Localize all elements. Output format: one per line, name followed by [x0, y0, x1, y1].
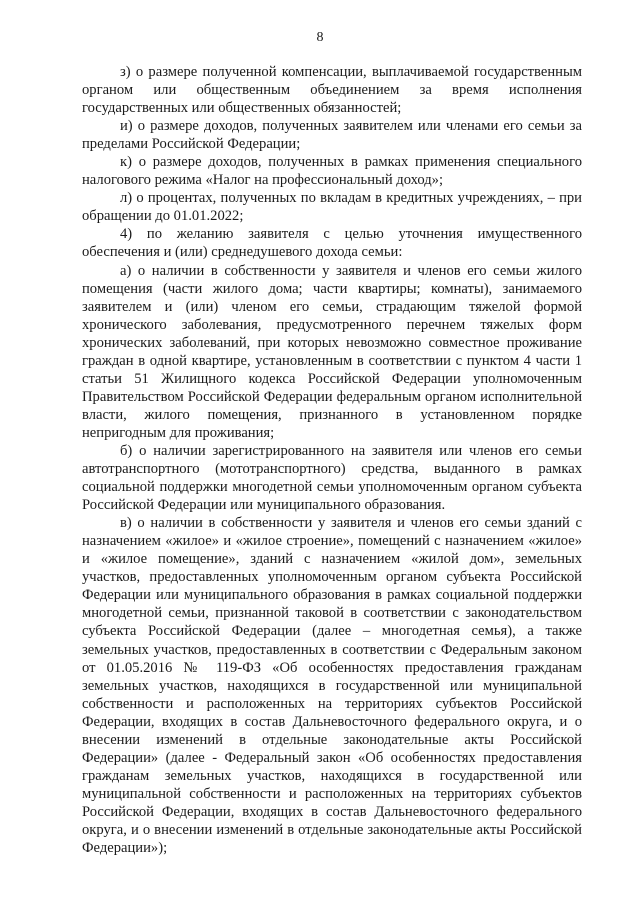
paragraph-item-4: 4) по желанию заявителя с целью уточнения имущественного обеспечения и (или) среднедушевого дохода семьи: — [82, 226, 582, 261]
document-body — [82, 63, 582, 857]
paragraph-v: в) о наличии в собственности у заявителя и членов его семьи зданий с назначением «жилое» и «жилое строение», помещений с назначением «жилое» и «жилое помещение», зданий с назначением «жилой дом», земельных участков, предоставленных уполномоченным органом субъекта Российской Федерации или муниципального образования в рамках социальной поддержки многодетной семьи, признанной таковой в соответствии с законодательством субъекта Российской Федерации (далее – многодетная семья), а также земельных участков, предоставленных в соответствии с Федеральным законом от 01.05.2016 № 119-ФЗ «Об особенностях предоставления гражданам земельных участков, находящихся в государственной или муниципальной собственности и расположенных на территориях субъектов Российской Федерации, входящих в состав Дальневосточного федерального округа, и о внесении изменений в отдельные законодательные акты Российской Федерации» (далее - Федеральный закон «Об особенностях предоставления гражданам земельных участков, находящихся в государственной или муниципальной собственности и расположенных на территориях субъектов Российской Федерации, входящих в состав Дальневосточного федерального округа, и о внесении изменений в отдельные законодательные акты Российской Федерации»); — [82, 515, 582, 857]
paragraph-i: и) о размере доходов, полученных заявителем или членами его семьи за пределами Российской Федерации; — [82, 118, 582, 153]
paragraph-z: з) о размере полученной компенсации, выплачиваемой государственным органом или общественным объединением за время исполнения государственных или общественных обязанностей; — [82, 64, 582, 117]
paragraph-k: к) о размере доходов, полученных в рамках применения специального налогового режима «Налог на профессиональный доход»; — [82, 154, 582, 189]
paragraph-a: а) о наличии в собственности у заявителя и членов его семьи жилого помещения (части жилого дома; части квартиры; комнаты), занимаемого заявителем и (или) членом его семьи, страдающим тяжелой формой хронического заболевания, предусмотренного перечнем тяжелых форм хронических заболеваний, при которых невозможно совместное проживание граждан в одной квартире, установленным в соответствии с пунктом 4 части 1 статьи 51 Жилищного кодекса Российской Федерации уполномоченным Правительством Российской Федерации федеральным органом исполнительной власти, жилого помещения, признанного в установленном порядке непригодным для проживания; — [82, 262, 582, 441]
paragraph-b: б) о наличии зарегистрированного на заявителя или членов его семьи автотранспортного (мототранспортного) средства, выданного в рамках социальной поддержки многодетной семьи уполномоченным органом субъекта Российской Федерации или муниципального образования. — [82, 442, 582, 514]
page-number: 8 — [316, 30, 324, 45]
paragraph-l: л) о процентах, полученных по вкладам в кредитных учреждениях, – при обращении до 01.01.2022; — [82, 190, 582, 225]
